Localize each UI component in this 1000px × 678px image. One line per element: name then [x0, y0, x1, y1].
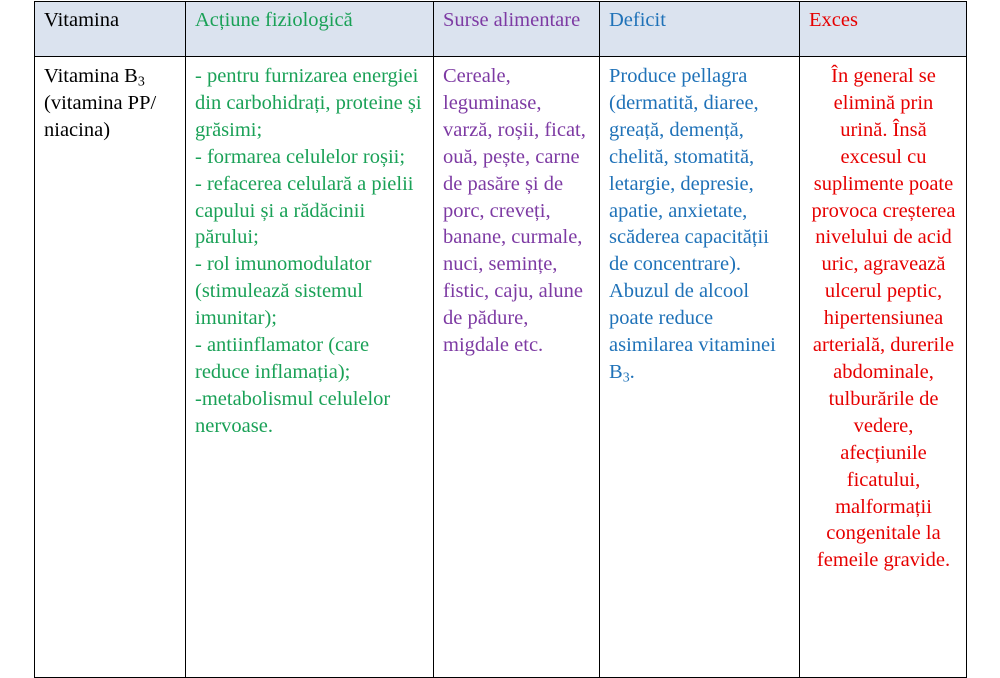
action-item: - refacerea celulară a pielii capului și a rădăcinii părului; — [195, 172, 414, 249]
deficit-subscript: 3 — [622, 370, 630, 386]
exces-cell — [800, 57, 967, 678]
header-surse — [434, 2, 600, 57]
action-item: - antiinflamator (care reduce inflamația); — [195, 334, 370, 383]
header-deficit — [600, 2, 800, 57]
vitamin-name-text: Vitamina B — [44, 65, 138, 87]
vitamin-name-text-rest: (vitamina PP/ niacina) — [44, 91, 157, 141]
vitamin-name-subscript: 3 — [137, 74, 145, 90]
header-exces-label: Exces — [809, 9, 858, 31]
vitamin-name-cell — [35, 57, 186, 678]
header-deficit-label: Deficit — [609, 9, 666, 31]
action-item: -metabolismul celulelor nervoase. — [195, 387, 391, 437]
header-vitamina-label: Vitamina — [44, 9, 120, 31]
sources-text: Cereale, leguminase, varză, roșii, ficat, ouă, pește, carne de pasăre și de porc, creveți, banane, curmale, nuci, semințe, fistic, caju, alune de pădure, migdale etc. — [443, 65, 586, 357]
deficit-text: Produce pellagra (dermatită, diaree, greață, demență, chelită, stomatită, letargie, depresie, apatie, anxietate, scăderea capacității de concentrare). Abuzul de alcool poate reduce asimilarea vitaminei B — [609, 65, 776, 383]
header-surse-label: Surse alimentare — [443, 9, 581, 31]
header-exces — [800, 2, 967, 57]
action-item: - rol imunomodulator (stimulează sistemul imunitar); — [195, 253, 372, 330]
header-actiune-label: Acțiune fiziologică — [195, 9, 353, 31]
actions-cell — [186, 57, 434, 678]
vitamin-table — [34, 1, 967, 678]
deficit-text-end: . — [629, 360, 635, 383]
header-row — [35, 2, 967, 57]
action-item: - formarea celulelor roșii; — [195, 145, 406, 168]
header-actiune — [186, 2, 434, 57]
table-row — [35, 57, 967, 678]
action-item: - pentru furnizarea energiei din carbohidrați, proteine și grăsimi; — [195, 65, 422, 141]
exces-text: În general se elimină prin urină. Însă excesul cu suplimente poate provoca creșterea nivelului de acid uric, agravează ulcerul peptic, hipertensiunea arterială, durerile abdominale, tulburările de vedere, afecțiunile ficatului, malformații congenitale la femeile gravide. — [811, 65, 956, 572]
header-vitamina — [35, 2, 186, 57]
deficit-cell — [600, 57, 800, 678]
sources-cell — [434, 57, 600, 678]
